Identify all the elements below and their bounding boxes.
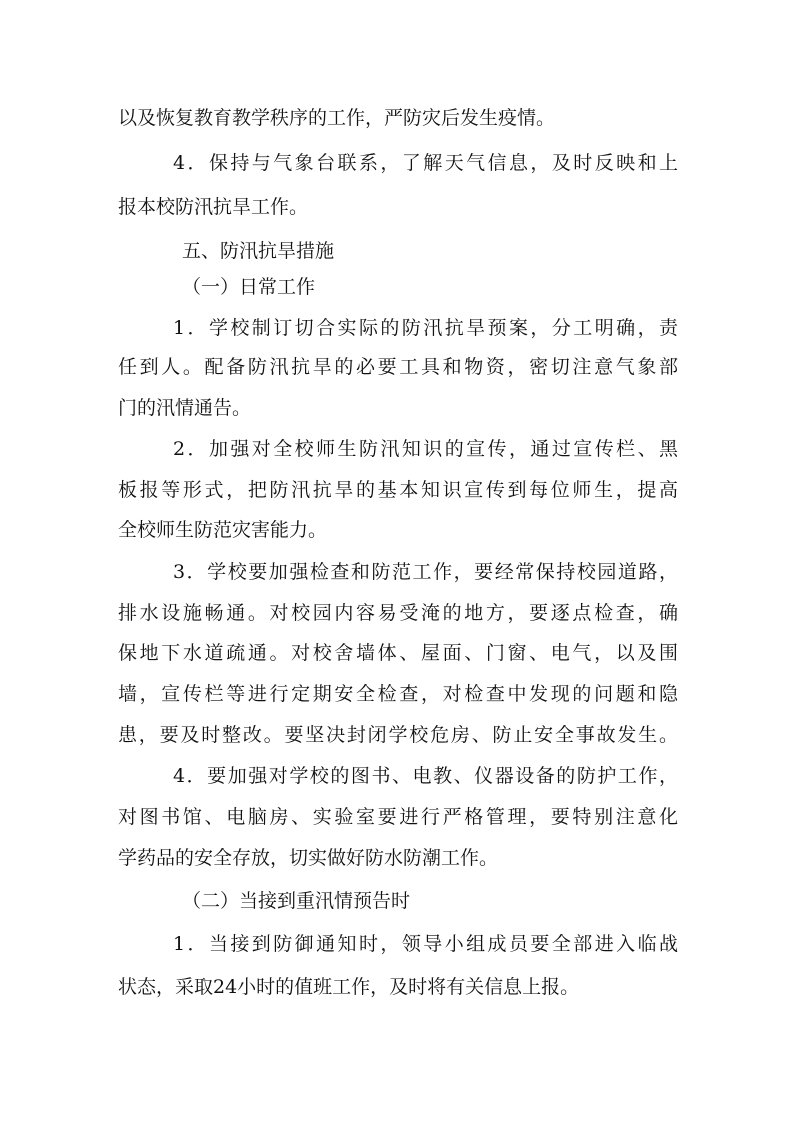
text-line: 1．学校制订切合实际的防汛抗旱预案，分工明确，责 [173,317,678,339]
text-line: 全校师生防范灾害能力。 [118,519,328,541]
text-line: 以及恢复教育教学秩序的工作，严防灾后发生疫情。 [118,107,556,129]
text-line: 状态，采取24小时的值班工作，及时将有关信息上报。 [118,976,580,998]
text-line: 患，要及时整改。要坚决封闭学校危房、防止安全事故发生。 [118,724,678,746]
text-line: 学药品的安全存放，切实做好防水防潮工作。 [118,847,499,869]
text-line: 4．保持与气象台联系，了解天气信息，及时反映和上 [173,152,678,174]
text-line: 任到人。配备防汛抗旱的必要工具和物资，密切注意气象部 [118,356,678,378]
text-line: 报本校防汛抗旱工作。 [118,196,309,218]
text-line: 4．要加强对学校的图书、电教、仪器设备的防护工作， [173,765,678,787]
subsection-heading: （一）日常工作 [182,276,316,298]
text-line: 对图书馆、电脑房、实验室要进行严格管理，要特别注意化 [118,806,678,828]
text-line: 1．当接到防御通知时，领导小组成员要全部进入临战 [173,933,678,955]
text-line: 2．加强对全校师生防汛知识的宣传，通过宣传栏、黑 [173,438,678,460]
text-line: 排水设施畅通。对校园内容易受淹的地方，要逐点检查，确 [118,602,678,624]
text-line: 板报等形式，把防汛抗旱的基本知识宣传到每位师生，提高 [118,479,678,501]
text-line: 墙，宣传栏等进行定期安全检查，对检查中发现的问题和隐 [118,683,678,705]
text-line: 门的汛情通告。 [118,397,252,419]
section-heading: 五、防汛抗旱措施 [182,240,335,262]
text-line: 保地下水道疏通。对校舍墙体、屋面、门窗、电气，以及围 [118,642,678,664]
subsection-heading: （二）当接到重汛情预告时 [182,890,411,912]
text-line: 3．学校要加强检查和防范工作，要经常保持校园道路， [173,561,678,583]
